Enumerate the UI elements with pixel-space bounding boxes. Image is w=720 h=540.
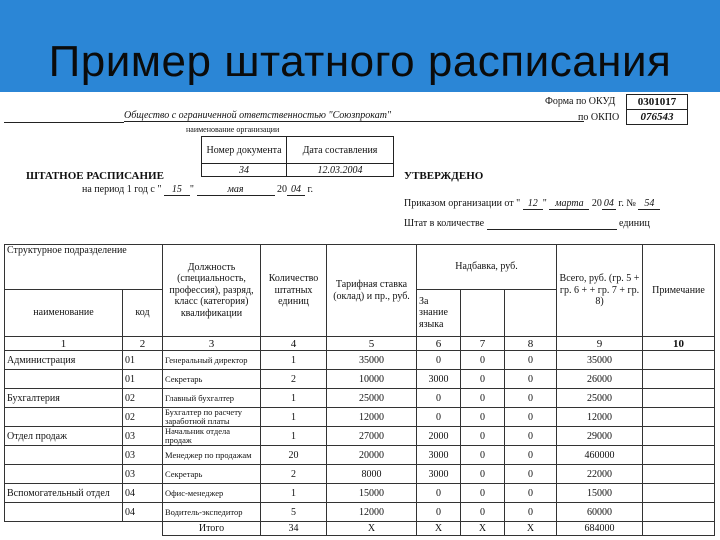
dept-name-cell: Отдел продаж: [5, 427, 123, 446]
column-number: 1: [5, 337, 123, 351]
column-number: 2: [123, 337, 163, 351]
column-number: 3: [163, 337, 261, 351]
order-year-prefix: 20: [591, 198, 602, 209]
order-line: Приказом организации от " 12 " марта 20 04 г. № 54: [404, 198, 660, 210]
order-year: 04: [603, 198, 614, 209]
column-number: 6: [417, 337, 461, 351]
org-line-left: [4, 122, 124, 123]
bonus-col-8-cell: 0: [505, 465, 557, 484]
period-line: на период 1 год с " 15 " мая 20 04 г.: [82, 184, 313, 195]
order-month: марта: [549, 198, 589, 210]
doc-number-header: Номер документа: [202, 137, 287, 164]
note-header: Примечание: [643, 245, 715, 337]
doc-number: 34: [202, 164, 287, 177]
dept-header: Структурное подразделение: [5, 245, 163, 290]
dept-code-header: код: [123, 290, 163, 337]
position-cell: Секретарь: [163, 370, 261, 389]
table-row: [5, 465, 715, 484]
note-cell: [643, 408, 715, 427]
order-number: 54: [638, 198, 660, 210]
okpo-code: 076543: [627, 110, 688, 125]
total-cell: 460000: [557, 446, 643, 465]
dept-code-cell: 01: [123, 370, 163, 389]
slide-title: Пример штатного расписания: [48, 37, 672, 86]
bonus-col-8-header: [505, 290, 557, 337]
rate-cell: 12000: [327, 503, 417, 522]
total-header: Всего, руб. (гр. 5 + гр. 6 + + гр. 7 + гр. 8): [557, 245, 643, 337]
rate-cell: 8000: [327, 465, 417, 484]
column-numbers-row: [5, 337, 715, 351]
bonus-language-cell: 0: [417, 351, 461, 370]
note-cell: [643, 465, 715, 484]
bonus-col-8-cell: 0: [505, 446, 557, 465]
dept-code-cell: 02: [123, 408, 163, 427]
bonus-language-cell: 2000: [417, 427, 461, 446]
period-prefix: на период 1 год с ": [82, 184, 162, 195]
staff-schedule-table: [4, 244, 715, 536]
form-codes-box: [626, 94, 688, 125]
org-caption: наименование организации: [186, 125, 280, 134]
bonus-col-7-cell: 0: [461, 389, 505, 408]
total-cell: 26000: [557, 370, 643, 389]
total-count-cell: 34: [261, 522, 327, 536]
count-cell: 5: [261, 503, 327, 522]
period-suffix: г.: [307, 184, 313, 195]
bonus-language-cell: 3000: [417, 370, 461, 389]
total-label: Итого: [163, 522, 261, 536]
position-cell: Главный бухгалтер: [163, 389, 261, 408]
document-number-date-box: [201, 136, 394, 177]
count-cell: 1: [261, 351, 327, 370]
date-header: Дата составления: [287, 137, 394, 164]
position-cell: Водитель-экспедитор: [163, 503, 261, 522]
dept-code-cell: 03: [123, 446, 163, 465]
order-prefix: Приказом организации от ": [404, 198, 521, 209]
bonus-col-7-cell: 0: [461, 503, 505, 522]
count-cell: 2: [261, 370, 327, 389]
dept-code-cell: 03: [123, 427, 163, 446]
count-cell: 2: [261, 465, 327, 484]
count-cell: 1: [261, 408, 327, 427]
dept-name-cell: Администрация: [5, 351, 123, 370]
total-cell: 29000: [557, 427, 643, 446]
note-cell: [643, 503, 715, 522]
count-cell: 1: [261, 427, 327, 446]
dept-name-cell: Бухгалтерия: [5, 389, 123, 408]
count-header: Количество штатных единиц: [261, 245, 327, 337]
bonus-col-7-header: [461, 290, 505, 337]
total-cell: 22000: [557, 465, 643, 484]
rate-cell: 27000: [327, 427, 417, 446]
total-b6-cell: X: [417, 522, 461, 536]
table-row: [5, 408, 715, 427]
bonus-col-8-cell: 0: [505, 484, 557, 503]
bonus-col-8-cell: 0: [505, 408, 557, 427]
note-cell: [643, 484, 715, 503]
table-row: [5, 427, 715, 446]
count-cell: 1: [261, 484, 327, 503]
bonus-col-8-cell: 0: [505, 351, 557, 370]
table-row: [5, 446, 715, 465]
position-cell: Секретарь: [163, 465, 261, 484]
note-cell: [643, 370, 715, 389]
rate-cell: 15000: [327, 484, 417, 503]
column-number: 7: [461, 337, 505, 351]
okud-label: Форма по ОКУД: [545, 96, 616, 107]
bonus-col-8-cell: 0: [505, 370, 557, 389]
note-cell: [643, 389, 715, 408]
bonus-col-7-cell: 0: [461, 427, 505, 446]
table-row: [5, 484, 715, 503]
dept-code-cell: 04: [123, 484, 163, 503]
position-cell: Офис-менеджер: [163, 484, 261, 503]
bonus-col-8-cell: 0: [505, 427, 557, 446]
bonus-language-cell: 3000: [417, 465, 461, 484]
column-number: 8: [505, 337, 557, 351]
position-cell: Генеральный директор: [163, 351, 261, 370]
bonus-col-7-cell: 0: [461, 408, 505, 427]
total-cell: 60000: [557, 503, 643, 522]
total-spacer: [5, 522, 163, 536]
order-no-label: г. №: [618, 198, 636, 209]
total-note-cell: [643, 522, 715, 536]
total-cell: 12000: [557, 408, 643, 427]
note-cell: [643, 446, 715, 465]
bonus-language-cell: 0: [417, 389, 461, 408]
doc-date: 12.03.2004: [287, 164, 394, 177]
dept-code-cell: 03: [123, 465, 163, 484]
dept-name-cell: [5, 465, 123, 484]
rate-cell: 35000: [327, 351, 417, 370]
rate-cell: 12000: [327, 408, 417, 427]
period-month: мая: [197, 184, 275, 196]
staff-unit: единиц: [619, 218, 650, 229]
dept-code-cell: 04: [123, 503, 163, 522]
staff-count-line: [404, 218, 650, 230]
bonus-col-7-cell: 0: [461, 351, 505, 370]
dept-name-cell: [5, 503, 123, 522]
bonus-language-header: За знание языка: [417, 290, 461, 337]
bonus-language-cell: 3000: [417, 446, 461, 465]
column-number: 9: [557, 337, 643, 351]
rate-cell: 10000: [327, 370, 417, 389]
staff-label: Штат в количестве: [404, 218, 485, 229]
position-cell: Менеджер по продажам: [163, 446, 261, 465]
staff-schedule-body: [5, 337, 715, 536]
okpo-label: по ОКПО: [578, 112, 620, 123]
position-cell: Начальник отдела продаж: [163, 427, 261, 446]
dept-name-header: наименование: [5, 290, 123, 337]
dept-name-cell: [5, 446, 123, 465]
table-row: [5, 389, 715, 408]
period-day: 15: [164, 184, 190, 196]
column-number: 5: [327, 337, 417, 351]
bonus-col-7-cell: 0: [461, 370, 505, 389]
bonus-language-cell: 0: [417, 503, 461, 522]
dept-code-cell: 02: [123, 389, 163, 408]
period-year: 04: [287, 184, 305, 196]
dept-code-cell: 01: [123, 351, 163, 370]
total-rate-cell: X: [327, 522, 417, 536]
total-cell: 15000: [557, 484, 643, 503]
column-number: 4: [261, 337, 327, 351]
note-cell: [643, 351, 715, 370]
total-cell: 25000: [557, 389, 643, 408]
staff-schedule-document: [0, 92, 720, 540]
bonus-header: Надбавка, руб.: [417, 245, 557, 290]
bonus-col-8-cell: 0: [505, 389, 557, 408]
order-day: 12: [523, 198, 543, 210]
org-name: Общество с ограниченной ответственностью "Союзпрокат": [124, 110, 584, 122]
dept-name-cell: Вспомогательный отдел: [5, 484, 123, 503]
count-cell: 20: [261, 446, 327, 465]
period-year-prefix: 20: [277, 184, 287, 195]
bonus-language-cell: 0: [417, 484, 461, 503]
rate-cell: 20000: [327, 446, 417, 465]
slide-title-banner: [0, 0, 720, 92]
approved-label: УТВЕРЖДЕНО: [404, 170, 484, 182]
position-cell: Бухгалтер по расчету заработной платы: [163, 408, 261, 427]
doc-title: ШТАТНОЕ РАСПИСАНИЕ: [26, 170, 164, 182]
bonus-col-7-cell: 0: [461, 446, 505, 465]
table-row: [5, 370, 715, 389]
total-b8-cell: X: [505, 522, 557, 536]
total-cell: 35000: [557, 351, 643, 370]
table-row: [5, 503, 715, 522]
note-cell: [643, 427, 715, 446]
bonus-col-8-cell: 0: [505, 503, 557, 522]
table-row: [5, 351, 715, 370]
rate-header: Тарифная ставка (оклад) и пр., руб.: [327, 245, 417, 337]
bonus-col-7-cell: 0: [461, 484, 505, 503]
column-number: 10: [643, 337, 715, 351]
position-header: Должность (специальность, профессия), разряд, класс (категория) квалификации: [163, 245, 261, 337]
rate-cell: 25000: [327, 389, 417, 408]
okud-code: 0301017: [627, 95, 688, 110]
bonus-language-cell: 0: [417, 408, 461, 427]
total-sum-cell: 684000: [557, 522, 643, 536]
dept-name-cell: [5, 408, 123, 427]
count-cell: 1: [261, 389, 327, 408]
total-row: [5, 522, 715, 536]
dept-name-cell: [5, 370, 123, 389]
bonus-col-7-cell: 0: [461, 465, 505, 484]
total-b7-cell: X: [461, 522, 505, 536]
